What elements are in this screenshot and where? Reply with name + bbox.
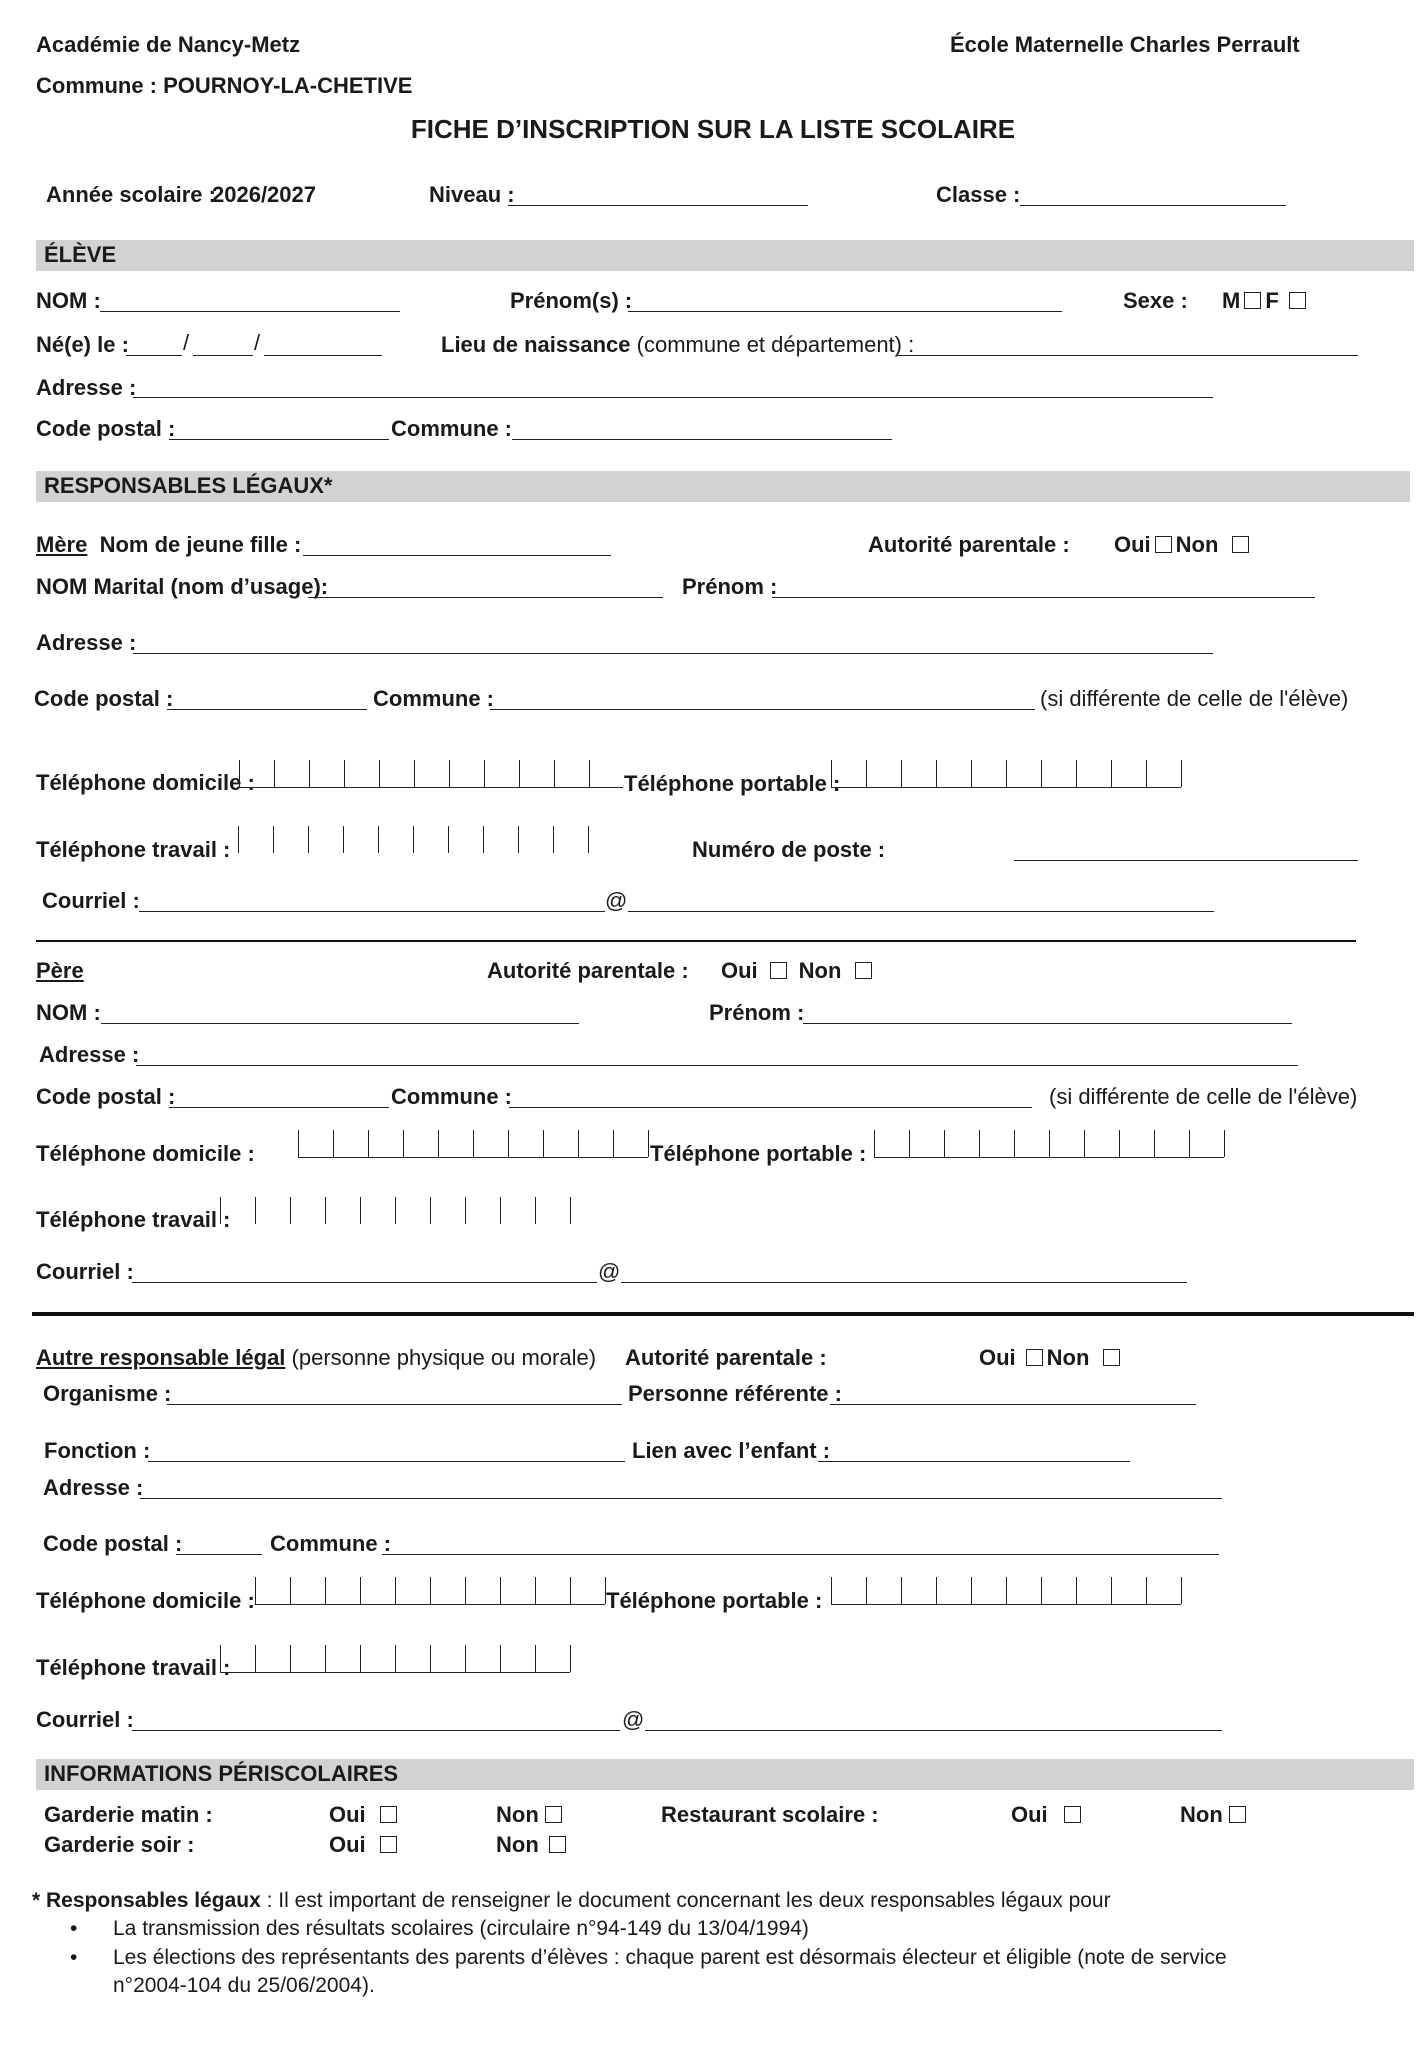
matin-non-checkbox[interactable] bbox=[545, 1806, 562, 1823]
mere-cp-label: Code postal : bbox=[34, 686, 174, 711]
pere-autorite-options bbox=[721, 957, 876, 985]
mere-autorite-options bbox=[1114, 531, 1253, 559]
mere-nom-marital-label: NOM Marital (nom d’usage): bbox=[36, 574, 329, 599]
garderie-soir-label: Garderie soir : bbox=[44, 1832, 195, 1857]
pere-oui-label: Oui bbox=[721, 958, 758, 983]
autre-courriel-label: Courriel : bbox=[36, 1707, 134, 1732]
autre-autorite-label: Autorité parentale : bbox=[625, 1345, 827, 1370]
pere-courriel-domain-field[interactable] bbox=[621, 1282, 1187, 1283]
eleve-naissance-label: Né(e) le : bbox=[36, 332, 129, 357]
autre-courriel-domain-field[interactable] bbox=[645, 1730, 1222, 1731]
pere-tel-dom-label: Téléphone domicile : bbox=[36, 1141, 255, 1166]
mere-oui-checkbox[interactable] bbox=[1155, 536, 1172, 553]
matin-non-label: Non bbox=[496, 1802, 539, 1827]
autre-personne-label: Personne référente : bbox=[628, 1381, 842, 1406]
autre-organisme-field[interactable] bbox=[167, 1404, 622, 1405]
autre-autorite-options bbox=[979, 1344, 1124, 1372]
soir-non bbox=[496, 1831, 570, 1859]
autre-adresse-label: Adresse : bbox=[43, 1475, 144, 1500]
autre-organisme-label: Organisme : bbox=[43, 1381, 172, 1406]
pere-oui-checkbox[interactable] bbox=[770, 962, 787, 979]
mere-tel-dom-boxes[interactable] bbox=[239, 760, 623, 788]
separator-mere-pere bbox=[36, 940, 1356, 942]
pere-courriel-user-field[interactable] bbox=[132, 1282, 597, 1283]
commune-header: Commune : POURNOY-LA-CHETIVE bbox=[36, 73, 413, 98]
mere-prenom-label: Prénom : bbox=[682, 574, 778, 599]
autre-commune-label: Commune : bbox=[270, 1531, 391, 1556]
mere-adresse-label: Adresse : bbox=[36, 630, 137, 655]
mere-courriel-label: Courriel : bbox=[42, 888, 140, 913]
pere-tel-dom-boxes[interactable] bbox=[298, 1130, 648, 1158]
pere-nom-label: NOM : bbox=[36, 1000, 101, 1025]
mere-autorite-label: Autorité parentale : bbox=[868, 532, 1070, 557]
restaurant-oui-label: Oui bbox=[1011, 1802, 1048, 1827]
mere-poste-field[interactable] bbox=[1014, 860, 1358, 861]
mere-non-label: Non bbox=[1175, 532, 1219, 557]
mere-tel-port-label: Téléphone portable : bbox=[624, 771, 841, 796]
autre-cp-field[interactable] bbox=[176, 1554, 262, 1555]
autre-lien-label: Lien avec l’enfant : bbox=[632, 1438, 831, 1463]
bullet-dot-2: • bbox=[70, 1946, 78, 1969]
pere-non-checkbox[interactable] bbox=[855, 962, 872, 979]
mere-courriel-user-field[interactable] bbox=[139, 911, 605, 912]
pere-cp-field[interactable] bbox=[169, 1107, 389, 1108]
section-periscolaire bbox=[36, 1759, 1414, 1790]
eleve-adresse-field[interactable] bbox=[133, 397, 1213, 398]
footer-bullet-2a: Les élections des représentants des parents d’élèves : chaque parent est désormais électeur et éligible (note de service bbox=[113, 1946, 1227, 1969]
autre-lien-field[interactable] bbox=[818, 1461, 1130, 1462]
classe-label: Classe : bbox=[936, 182, 1021, 207]
sexe-f-checkbox[interactable] bbox=[1289, 292, 1306, 309]
mere-at-sign: @ bbox=[605, 888, 628, 913]
naissance-annee-field[interactable] bbox=[264, 355, 382, 356]
mere-commune-label: Commune : bbox=[373, 686, 494, 711]
lieu-naissance-field[interactable] bbox=[896, 355, 1358, 356]
eleve-cp-field[interactable] bbox=[169, 439, 389, 440]
page-title: FICHE D’INSCRIPTION SUR LA LISTE SCOLAIRE bbox=[410, 114, 1016, 144]
pere-tel-trav-boxes[interactable] bbox=[220, 1197, 570, 1224]
pere-tel-port-boxes[interactable] bbox=[874, 1130, 1224, 1158]
soir-non-checkbox[interactable] bbox=[549, 1836, 566, 1853]
mere-heading bbox=[36, 531, 301, 559]
pere-title: Père bbox=[36, 958, 84, 983]
autre-cp-label: Code postal : bbox=[43, 1531, 183, 1556]
autre-oui-label: Oui bbox=[979, 1345, 1016, 1370]
autre-tel-port-label: Téléphone portable : bbox=[606, 1588, 823, 1613]
footer-lead: * Responsables légaux bbox=[32, 1889, 261, 1912]
eleve-nom-field[interactable] bbox=[100, 311, 400, 312]
soir-non-label: Non bbox=[496, 1832, 539, 1857]
soir-oui-label: Oui bbox=[329, 1832, 366, 1857]
date-slash-1: / bbox=[183, 330, 190, 355]
sexe-m-label: M bbox=[1222, 288, 1241, 313]
mere-nom-marital-field[interactable] bbox=[308, 597, 663, 598]
mere-courriel-domain-field[interactable] bbox=[628, 911, 1214, 912]
autre-tel-dom-label: Téléphone domicile : bbox=[36, 1588, 255, 1613]
date-slash-2: / bbox=[254, 330, 261, 355]
section-responsables bbox=[36, 471, 1410, 502]
mere-non-checkbox[interactable] bbox=[1232, 536, 1249, 553]
footer-note bbox=[32, 1887, 1111, 1915]
pere-adresse-label: Adresse : bbox=[39, 1042, 140, 1067]
autre-title: Autre responsable légal bbox=[36, 1345, 286, 1370]
autre-tel-dom-boxes[interactable] bbox=[255, 1577, 605, 1605]
pere-cp-label: Code postal : bbox=[36, 1084, 176, 1109]
naissance-jour-field[interactable] bbox=[126, 355, 182, 356]
section-eleve-label: ÉLÈVE bbox=[44, 242, 117, 267]
annee-label: Année scolaire : bbox=[46, 182, 216, 207]
autre-adresse-field[interactable] bbox=[140, 1498, 1222, 1499]
eleve-prenom-label: Prénom(s) : bbox=[510, 288, 633, 313]
pere-adresse-field[interactable] bbox=[136, 1065, 1298, 1066]
autre-tel-trav-label: Téléphone travail : bbox=[36, 1655, 231, 1680]
garderie-matin-label: Garderie matin : bbox=[44, 1802, 213, 1827]
mere-tel-trav-label: Téléphone travail : bbox=[36, 837, 231, 862]
eleve-commune-label: Commune : bbox=[391, 416, 512, 441]
eleve-sexe-label: Sexe : bbox=[1123, 288, 1188, 313]
pere-diff-note: (si différente de celle de l'élève) bbox=[1049, 1084, 1358, 1109]
soir-oui-checkbox[interactable] bbox=[380, 1836, 397, 1853]
matin-oui bbox=[329, 1801, 401, 1829]
eleve-sexe-options bbox=[1222, 287, 1310, 315]
restaurant-label: Restaurant scolaire : bbox=[661, 1802, 879, 1827]
eleve-adresse-label: Adresse : bbox=[36, 375, 137, 400]
restaurant-non-label: Non bbox=[1180, 1802, 1223, 1827]
eleve-commune-field[interactable] bbox=[512, 439, 892, 440]
mere-poste-label: Numéro de poste : bbox=[692, 837, 886, 862]
separator-pere-autre bbox=[32, 1312, 1414, 1316]
academie: Académie de Nancy-Metz bbox=[36, 32, 301, 57]
autre-courriel-user-field[interactable] bbox=[132, 1730, 620, 1731]
mere-oui-label: Oui bbox=[1114, 532, 1151, 557]
matin-oui-label: Oui bbox=[329, 1802, 366, 1827]
pere-non-label: Non bbox=[798, 958, 842, 983]
bullet-dot-1: • bbox=[70, 1917, 78, 1940]
eleve-nom-label: NOM : bbox=[36, 288, 101, 313]
mere-prenom-field[interactable] bbox=[772, 597, 1315, 598]
autre-heading bbox=[36, 1344, 596, 1372]
eleve-cp-label: Code postal : bbox=[36, 416, 176, 441]
autre-tel-trav-boxes[interactable] bbox=[220, 1645, 570, 1673]
matin-non bbox=[496, 1801, 566, 1829]
autre-fonction-field[interactable] bbox=[148, 1461, 625, 1462]
lieu-naissance-label: Lieu de naissance bbox=[441, 332, 631, 357]
eleve-prenom-field[interactable] bbox=[628, 311, 1062, 312]
mere-tel-dom-label: Téléphone domicile : bbox=[36, 770, 255, 795]
pere-commune-label: Commune : bbox=[391, 1084, 512, 1109]
pere-at-sign: @ bbox=[598, 1259, 621, 1284]
lieu-naissance-note: (commune et département) : bbox=[636, 332, 915, 357]
niveau-label: Niveau : bbox=[429, 182, 515, 207]
pere-tel-port-label: Téléphone portable : bbox=[650, 1141, 867, 1166]
naissance-mois-field[interactable] bbox=[193, 355, 253, 356]
autre-non-label: Non bbox=[1046, 1345, 1090, 1370]
autre-commune-field[interactable] bbox=[382, 1554, 1219, 1555]
autre-at-sign: @ bbox=[622, 1707, 645, 1732]
mere-njf-label: Nom de jeune fille : bbox=[99, 532, 302, 557]
section-periscolaire-label: INFORMATIONS PÉRISCOLAIRES bbox=[44, 1761, 399, 1786]
mere-tel-trav-boxes[interactable] bbox=[238, 826, 588, 853]
restaurant-oui-checkbox[interactable] bbox=[1064, 1806, 1081, 1823]
pere-autorite-label: Autorité parentale : bbox=[487, 958, 689, 983]
autre-note: (personne physique ou morale) bbox=[291, 1345, 597, 1370]
mere-adresse-field[interactable] bbox=[133, 653, 1213, 654]
pere-commune-field[interactable] bbox=[509, 1107, 1032, 1108]
mere-commune-field[interactable] bbox=[490, 709, 1035, 710]
footer-bullet-1: La transmission des résultats scolaires (circulaire n°94-149 du 13/04/1994) bbox=[113, 1917, 809, 1940]
restaurant-oui bbox=[1011, 1801, 1085, 1829]
mere-cp-field[interactable] bbox=[167, 709, 367, 710]
mere-njf-field[interactable] bbox=[303, 555, 611, 556]
autre-tel-port-boxes[interactable] bbox=[831, 1577, 1181, 1605]
soir-oui bbox=[329, 1831, 401, 1859]
autre-oui-checkbox[interactable] bbox=[1026, 1349, 1043, 1366]
mere-tel-port-boxes[interactable] bbox=[831, 760, 1181, 788]
pere-courriel-label: Courriel : bbox=[36, 1259, 134, 1284]
autre-fonction-label: Fonction : bbox=[44, 1438, 151, 1463]
mere-diff-note: (si différente de celle de l'élève) bbox=[1040, 686, 1349, 711]
autre-non-checkbox[interactable] bbox=[1103, 1349, 1120, 1366]
section-responsables-label: RESPONSABLES LÉGAUX* bbox=[44, 473, 333, 498]
pere-prenom-field[interactable] bbox=[803, 1023, 1292, 1024]
ecole-name: École Maternelle Charles Perrault bbox=[950, 32, 1300, 57]
restaurant-non-checkbox[interactable] bbox=[1229, 1806, 1246, 1823]
classe-field[interactable] bbox=[1020, 205, 1286, 206]
lieu-naissance bbox=[441, 331, 914, 359]
pere-tel-trav-label: Téléphone travail : bbox=[36, 1207, 231, 1232]
sexe-m-checkbox[interactable] bbox=[1244, 292, 1261, 309]
section-eleve bbox=[36, 240, 1414, 271]
matin-oui-checkbox[interactable] bbox=[380, 1806, 397, 1823]
pere-prenom-label: Prénom : bbox=[709, 1000, 805, 1025]
autre-personne-field[interactable] bbox=[830, 1404, 1196, 1405]
restaurant-non bbox=[1180, 1801, 1250, 1829]
annee-value: 2026/2027 bbox=[212, 182, 316, 207]
sexe-f-label: F bbox=[1265, 288, 1279, 313]
footer-bullet-2b: n°2004-104 du 25/06/2004). bbox=[113, 1974, 375, 1997]
mere-title: Mère bbox=[36, 532, 88, 557]
pere-nom-field[interactable] bbox=[101, 1023, 579, 1024]
niveau-field[interactable] bbox=[508, 205, 808, 206]
footer-text: : Il est important de renseigner le document concernant les deux responsables légaux pour bbox=[266, 1889, 1111, 1912]
